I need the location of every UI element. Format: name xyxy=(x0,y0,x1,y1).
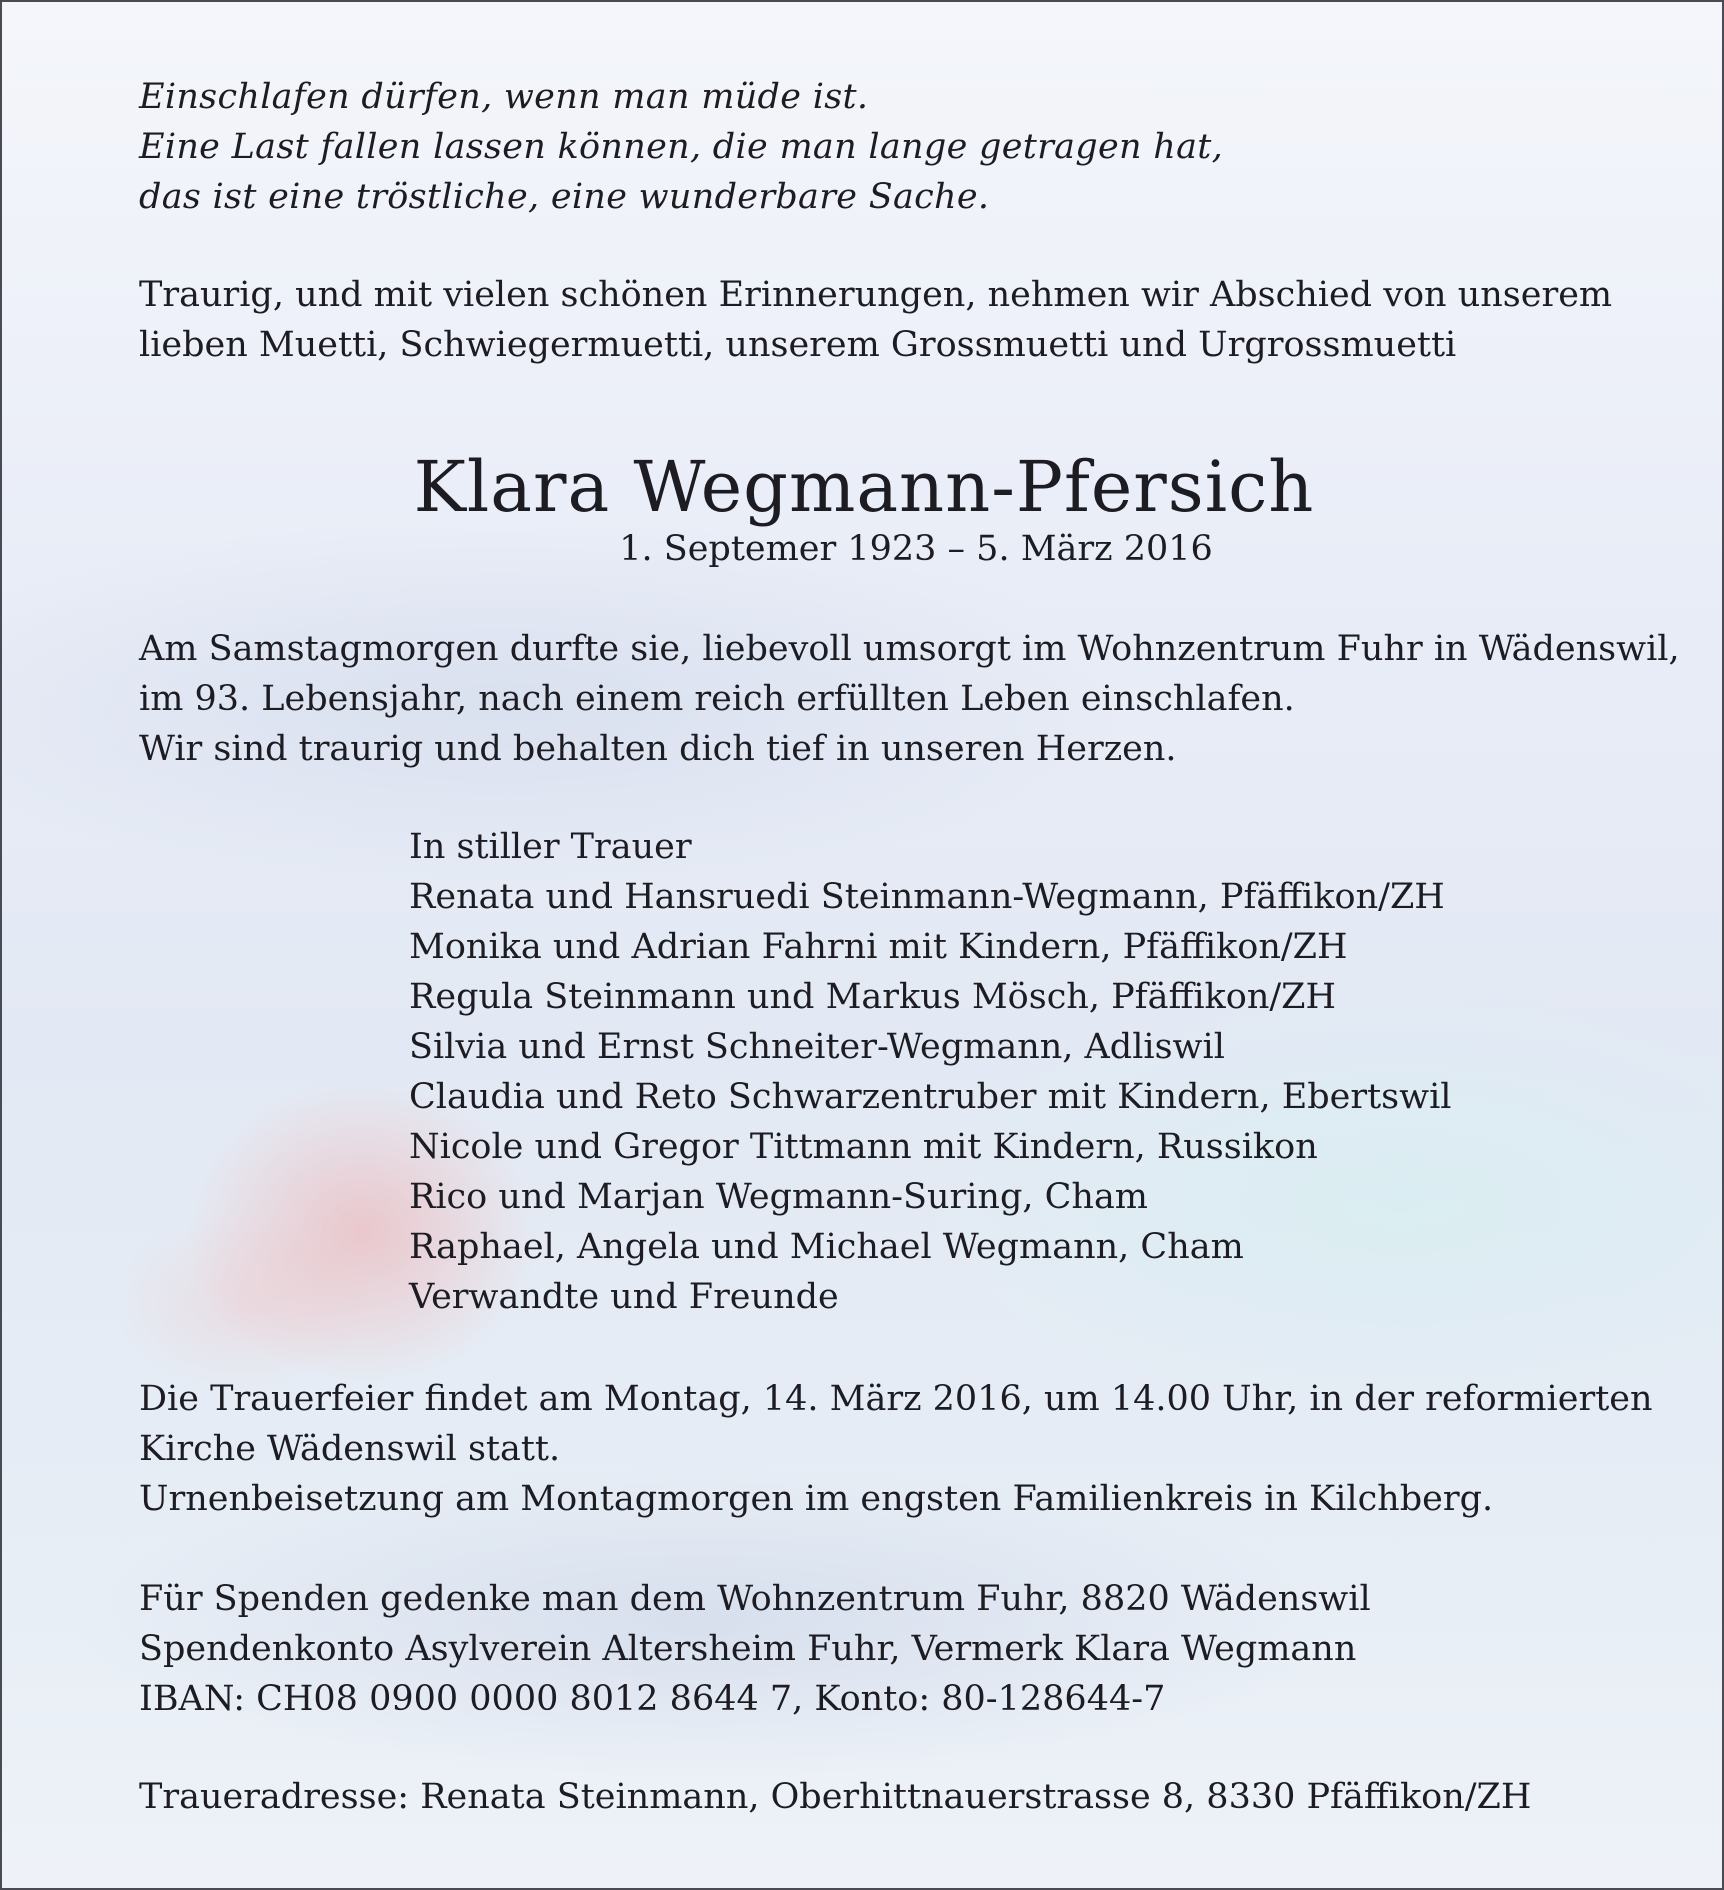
motto-line-2: Eine Last fallen lassen können, die man lange getragen hat, xyxy=(139,127,1224,167)
funeral-line-2: Kirche Wädenswil statt. xyxy=(139,1429,561,1469)
motto-line-3: das ist eine tröstliche, eine wunderbare Sache. xyxy=(139,177,990,217)
mourner-entry: Raphael, Angela und Michael Wegmann, Cham xyxy=(409,1227,1244,1267)
donations-paragraph xyxy=(139,1574,1371,1724)
donations-iban: IBAN: CH08 0900 0000 8012 8644 7, Konto: 80-128644-7 xyxy=(139,1679,1166,1719)
mourner-entry: Rico und Marjan Wegmann-Suring, Cham xyxy=(409,1177,1148,1217)
mourner-entry: Renata und Hansruedi Steinmann-Wegmann, Pfäffikon/ZH xyxy=(409,877,1445,917)
intro-line-2: lieben Muetti, Schwiegermuetti, unserem Grossmuetti und Urgrossmuetti xyxy=(139,325,1457,365)
mourners-heading: In stiller Trauer xyxy=(409,827,692,867)
mourner-entry: Regula Steinmann und Markus Mösch, Pfäffikon/ZH xyxy=(409,977,1336,1017)
motto-verse xyxy=(139,72,1223,222)
passing-line-2: im 93. Lebensjahr, nach einem reich erfüllten Leben einschlafen. xyxy=(139,679,1295,719)
passing-line-1: Am Samstagmorgen durfte sie, liebevoll umsorgt im Wohnzentrum Fuhr in Wädenswil, xyxy=(139,629,1680,669)
intro-paragraph xyxy=(139,270,1612,370)
funeral-line-1: Die Trauerfeier findet am Montag, 14. März 2016, um 14.00 Uhr, in der reformierten xyxy=(139,1379,1653,1419)
funeral-paragraph xyxy=(139,1374,1653,1524)
donations-line-1: Für Spenden gedenke man dem Wohnzentrum Fuhr, 8820 Wädenswil xyxy=(139,1579,1371,1619)
intro-line-1: Traurig, und mit vielen schönen Erinnerungen, nehmen wir Abschied von unserem xyxy=(139,275,1613,315)
mourner-entry: Verwandte und Freunde xyxy=(409,1277,839,1317)
passing-paragraph xyxy=(139,624,1680,774)
life-dates: 1. Septemer 1923 – 5. März 2016 xyxy=(619,529,1213,569)
mourner-entry: Monika und Adrian Fahrni mit Kindern, Pfäffikon/ZH xyxy=(409,927,1348,967)
mourning-address: Traueradresse: Renata Steinmann, Oberhittnauerstrasse 8, 8330 Pfäffikon/ZH xyxy=(139,1777,1532,1817)
donations-line-2: Spendenkonto Asylverein Altersheim Fuhr, Vermerk Klara Wegmann xyxy=(139,1629,1357,1669)
deceased-name: Klara Wegmann-Pfersich xyxy=(413,446,1315,528)
funeral-line-3: Urnenbeisetzung am Montagmorgen im engsten Familienkreis in Kilchberg. xyxy=(139,1479,1494,1519)
mourner-entry: Nicole und Gregor Tittmann mit Kindern, Russikon xyxy=(409,1127,1318,1167)
motto-line-1: Einschlafen dürfen, wenn man müde ist. xyxy=(139,77,869,117)
passing-line-3: Wir sind traurig und behalten dich tief in unseren Herzen. xyxy=(139,729,1177,769)
mourner-entry: Silvia und Ernst Schneiter-Wegmann, Adliswil xyxy=(409,1027,1225,1067)
mourners-list xyxy=(409,822,1451,1322)
mourner-entry: Claudia und Reto Schwarzentruber mit Kindern, Ebertswil xyxy=(409,1077,1452,1117)
